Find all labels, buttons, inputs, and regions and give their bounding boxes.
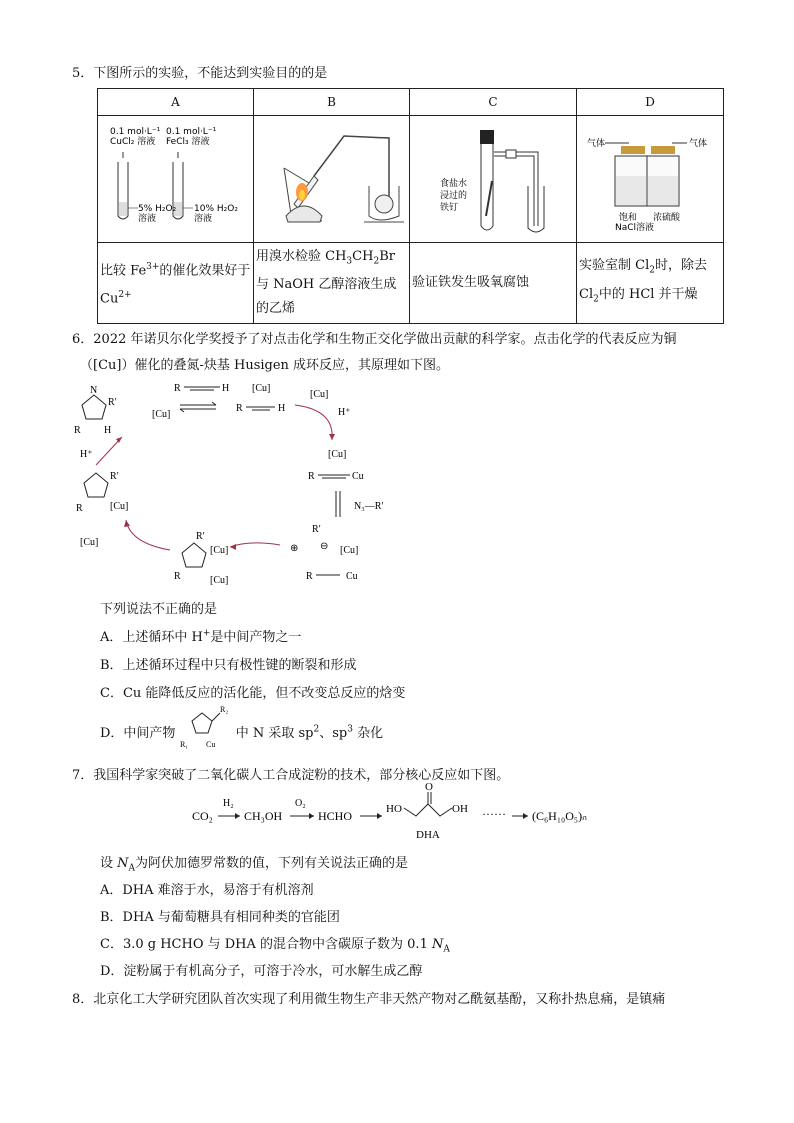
svg-text:H: H xyxy=(104,425,112,436)
apparatus-d xyxy=(577,116,724,243)
label-soaked: 浸过的 xyxy=(440,191,468,201)
svg-text:[Cu]: [Cu] xyxy=(210,545,229,556)
q6-option-c: C．Cu 能降低反应的活化能，但不改变总反应的焓变 xyxy=(100,686,406,701)
experiment-table xyxy=(97,88,724,324)
q7-option-a: A．DHA 难溶于水，易溶于有机溶剂 xyxy=(100,883,314,898)
q6-stem-line1: 6．2022 年诺贝尔化学奖授予了对点击化学和生物正交化学做出贡献的科学家。点击化学的代表反应为铜 xyxy=(72,332,677,347)
apparatus-b xyxy=(254,116,410,243)
svg-text:H: H xyxy=(278,403,286,414)
q6-option-a: A．上述循环中 H+是中间产物之一 xyxy=(100,628,302,645)
q7-option-b: B．DHA 与葡萄糖具有相同种类的官能团 xyxy=(100,910,340,925)
svg-text:Cu: Cu xyxy=(206,740,216,749)
header-d: D xyxy=(577,89,724,116)
apparatus-a xyxy=(98,116,254,243)
svg-text:R: R xyxy=(76,503,83,514)
label-nacl: NaCl溶液 xyxy=(615,223,655,233)
svg-text:[Cu]: [Cu] xyxy=(152,409,171,420)
purpose-c: 验证铁发生吸氧腐蚀 xyxy=(410,243,577,324)
label-gas-in: 气体 xyxy=(587,139,606,149)
svg-text:O: O xyxy=(425,782,433,793)
svg-text:R: R xyxy=(308,471,315,482)
label-saltwater: 食盐水 xyxy=(440,179,468,189)
svg-text:(C₆H₁₀O₅)ₙ: (C₆H₁₀O₅)ₙ xyxy=(532,809,587,823)
svg-text:R₂: R₂ xyxy=(220,705,229,714)
label-fecl3-conc: 0.1 mol·L⁻¹ xyxy=(166,127,217,137)
svg-text:O₂: O₂ xyxy=(295,798,306,809)
q7-question: 设 $N_A$为阿伏加德罗常数的值，下列有关说法正确的是 xyxy=(100,856,409,874)
svg-text:R: R xyxy=(174,571,181,582)
svg-text:H₂: H₂ xyxy=(223,798,234,809)
svg-text:Cu: Cu xyxy=(346,571,358,582)
purpose-d: 实验室制 $Cl_2$时，除去 $Cl_2$中的 HCl 并干燥 xyxy=(577,243,724,324)
svg-text:R: R xyxy=(236,403,243,414)
svg-text:HO: HO xyxy=(386,803,402,815)
svg-text:[Cu]: [Cu] xyxy=(310,389,329,400)
svg-text:⊕: ⊕ xyxy=(290,543,299,554)
svg-text:R′: R′ xyxy=(196,531,205,542)
svg-text:N₃—R′: N₃—R′ xyxy=(354,501,384,512)
svg-text:H⁺: H⁺ xyxy=(338,407,351,418)
svg-text:⊖: ⊖ xyxy=(320,541,329,552)
q5-stem: 5．下图所示的实验，不能达到实验目的的是 xyxy=(72,66,328,81)
header-c: C xyxy=(410,89,577,116)
header-a: A xyxy=(98,89,254,116)
svg-text:R′: R′ xyxy=(110,471,119,482)
svg-text:[Cu]: [Cu] xyxy=(252,383,271,394)
svg-text:[Cu]: [Cu] xyxy=(110,501,129,512)
label-iron-nail: 铁钉 xyxy=(440,203,459,213)
label-h2so4: 浓硫酸 xyxy=(653,213,681,223)
svg-text:HCHO: HCHO xyxy=(318,809,353,823)
svg-text:R: R xyxy=(306,571,313,582)
q6-option-b: B．上述循环过程中只有极性键的断裂和形成 xyxy=(100,658,357,673)
apparatus-c xyxy=(410,116,577,243)
svg-text:DHA: DHA xyxy=(416,829,440,841)
svg-text:R₁: R₁ xyxy=(180,740,189,749)
label-h2o2-10b: 溶液 xyxy=(194,214,213,224)
purpose-a: 比较 $Fe^{3+}$的催化效果好于 $Cu^{2+}$ xyxy=(98,243,254,324)
svg-text:OH: OH xyxy=(452,803,468,815)
header-b: B xyxy=(254,89,410,116)
click-chemistry-cycle xyxy=(70,375,400,590)
q8-stem: 8．北京化工大学研究团队首次实现了利用微生物生产非天然产物对乙酰氨基酚，又称扑热息痛，是镇痛 xyxy=(72,992,666,1007)
q6-question: 下列说法不正确的是 xyxy=(100,602,218,617)
label-h2o2-10: 10% H₂O₂ xyxy=(194,204,238,214)
triazole-intermediate-structure xyxy=(178,703,234,751)
q7-stem: 7．我国科学家突破了二氧化碳人工合成淀粉的技术，部分核心反应如下图。 xyxy=(72,768,510,783)
svg-text:N: N xyxy=(90,385,98,396)
label-saturated: 饱和 xyxy=(619,213,638,223)
q6-stem-line2: （[Cu]）催化的叠氮-炔基 Husigen 成环反应，其原理如下图。 xyxy=(80,358,450,373)
q7-option-d: D．淀粉属于有机高分子，可溶于冷水，可水解生成乙醇 xyxy=(100,964,423,979)
svg-text:Cu: Cu xyxy=(352,471,364,482)
svg-text:R′: R′ xyxy=(108,397,117,408)
svg-text:CH₃OH: CH₃OH xyxy=(244,809,283,823)
label-fecl3: FeCl₃ 溶液 xyxy=(166,137,210,147)
svg-text:R′: R′ xyxy=(312,524,321,535)
svg-text:H⁺: H⁺ xyxy=(80,449,93,460)
q6-option-d: D．中间产物 中 N 采取 $sp^2$、$sp^3$ 杂化 xyxy=(100,724,384,741)
svg-text:[Cu]: [Cu] xyxy=(328,449,347,460)
label-h2o2-5b: 溶液 xyxy=(138,214,157,224)
starch-synthesis-scheme xyxy=(190,782,600,844)
label-h2o2-5: 5% H₂O₂ xyxy=(138,204,177,214)
svg-text:R: R xyxy=(74,425,81,436)
svg-text:[Cu]: [Cu] xyxy=(340,545,359,556)
svg-text:R: R xyxy=(174,383,181,394)
label-cucl2-conc: 0.1 mol·L⁻¹ xyxy=(110,127,161,137)
svg-text:[Cu]: [Cu] xyxy=(80,537,99,548)
svg-text:H: H xyxy=(222,383,230,394)
q7-option-c: C．3.0 g HCHO 与 DHA 的混合物中含碳原子数为 0.1 $N_A$ xyxy=(100,937,450,955)
svg-text:CO₂: CO₂ xyxy=(192,809,213,823)
label-gas-out: 气体 xyxy=(689,139,708,149)
svg-text:······: ······ xyxy=(482,807,506,821)
svg-text:[Cu]: [Cu] xyxy=(210,575,229,586)
purpose-b: 用溴水检验 $CH_3CH_2Br$ 与 NaOH 乙醇溶液生成 的乙烯 xyxy=(254,243,410,324)
label-cucl2: CuCl₂ 溶液 xyxy=(110,137,156,147)
